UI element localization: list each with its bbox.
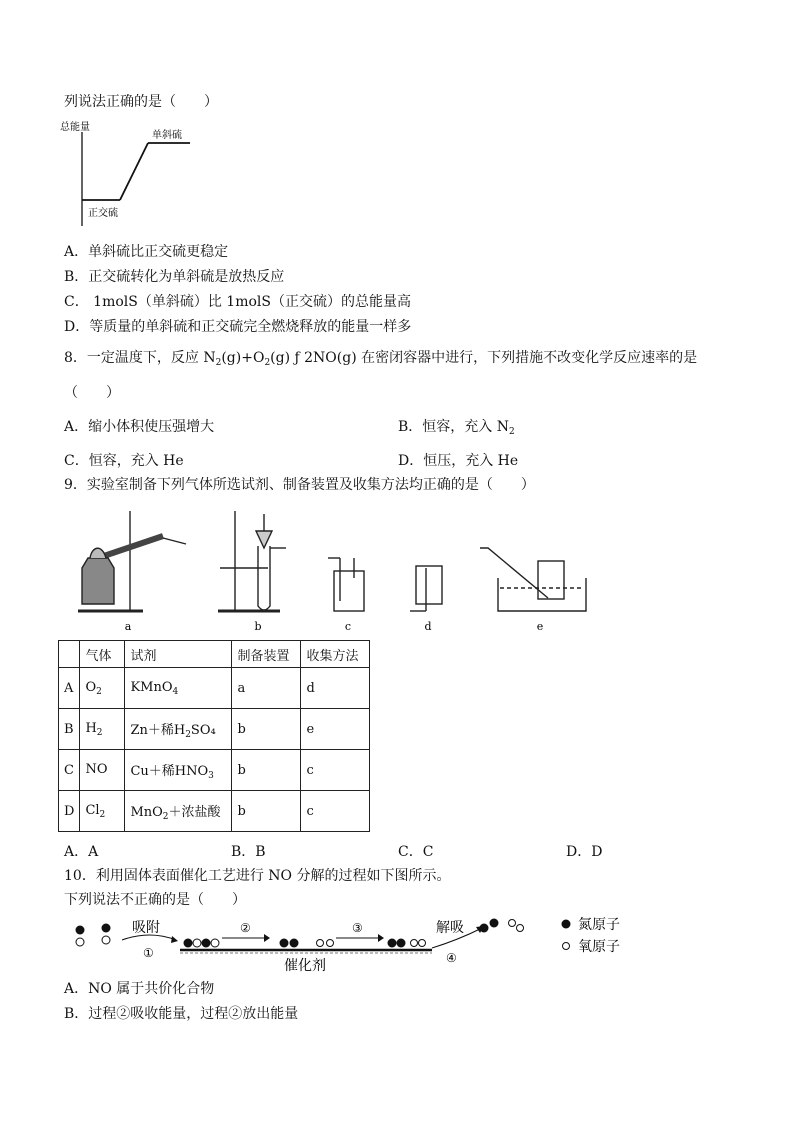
step-1: ①	[143, 946, 154, 960]
row-collect: e	[301, 709, 370, 750]
step-3: ③	[352, 921, 363, 935]
q7-option-b: B．正交硫转化为单斜硫是放热反应	[64, 269, 285, 285]
table-header-cell: 收集方法	[301, 641, 370, 668]
row-reagent: Cu＋稀$HNO_3$	[125, 750, 232, 791]
row-gas: $H_2$	[80, 709, 125, 750]
q7-option-a: A．单斜硫比正交硫更稳定	[64, 244, 229, 260]
orthorhombic-label: 正交硫	[88, 208, 118, 219]
row-key: D	[59, 791, 80, 832]
legend-nitrogen: 氮原子	[578, 917, 620, 933]
row-device: b	[232, 750, 301, 791]
row-gas: $O_2$	[80, 668, 125, 709]
q9-answer-a: A．A	[64, 844, 99, 860]
step-4: ④	[446, 951, 457, 965]
q8-stem: 8．一定温度下，反应 $N_2(g)+O_2(g)$ ƒ 2NO(g) 在密闭容器中进行，下列措施不改变化学反应速率的是	[64, 350, 698, 368]
row-device: a	[232, 668, 301, 709]
table-header-cell: 气体	[80, 641, 125, 668]
row-device: b	[232, 709, 301, 750]
apparatus-label-e: e	[536, 620, 544, 633]
energy-axis-label: 总能量	[60, 122, 90, 133]
row-device: b	[232, 791, 301, 832]
table-header	[59, 641, 370, 668]
q10-option-a: A．NO 属于共价化合物	[64, 981, 215, 997]
q7-option-c: C． 1molS（单斜硫）比 1molS（正交硫）的总能量高	[64, 294, 411, 310]
row-reagent: KMnO$_4$	[125, 668, 232, 709]
reagent-table	[58, 640, 370, 832]
table-row	[59, 709, 370, 750]
legend-oxygen: 氧原子	[578, 939, 620, 955]
row-key: C	[59, 750, 80, 791]
apparatus-a	[78, 511, 186, 611]
q8-option-a: A．缩小体积使压强增大	[64, 419, 215, 435]
catalysis-diagram	[70, 910, 640, 972]
table-header-cell: 制备装置	[232, 641, 301, 668]
q10-stem2: 下列说法不正确的是（ ）	[64, 892, 246, 908]
apparatus-label-a: a	[124, 620, 132, 633]
q8-option-d: D．恒压，充入 He	[398, 453, 519, 469]
row-key: A	[59, 668, 80, 709]
row-gas: $Cl_2$	[80, 791, 125, 832]
apparatus-label-c: c	[344, 620, 352, 633]
q9-answer-b: B．B	[231, 844, 266, 860]
q8-option-c: C．恒容，充入 He	[64, 453, 184, 469]
row-gas: NO	[80, 750, 125, 791]
row-collect: c	[301, 791, 370, 832]
q10-option-b: B．过程②吸收能量，过程②放出能量	[64, 1006, 299, 1022]
catalyst-label: 催化剂	[284, 958, 326, 972]
apparatus-d	[410, 566, 442, 611]
row-reagent: Zn＋稀$H_2SO_4$	[125, 709, 232, 750]
row-collect: c	[301, 750, 370, 791]
apparatus-c	[328, 558, 364, 611]
adsorb-label: 吸附	[132, 920, 160, 936]
q10-stem: 10．利用固体表面催化工艺进行 NO 分解的过程如下图所示。	[64, 868, 451, 884]
q8-option-b: B．恒容，充入 $N_2$	[398, 419, 515, 437]
row-key: B	[59, 709, 80, 750]
row-reagent: MnO$_2$＋浓盐酸	[125, 791, 232, 832]
apparatus-figure	[68, 506, 588, 634]
table-header-cell	[59, 641, 80, 668]
table-row	[59, 750, 370, 791]
q7-stem: 列说法正确的是（ ）	[64, 94, 218, 110]
apparatus-e	[480, 548, 586, 611]
q8-paren: （ ）	[64, 385, 120, 401]
table-row	[59, 668, 370, 709]
apparatus-label-d: d	[424, 620, 432, 633]
energy-diagram	[58, 118, 208, 230]
q9-answer-c: C．C	[398, 844, 434, 860]
apparatus-label-b: b	[254, 620, 262, 633]
desorb-label: 解吸	[436, 920, 464, 936]
q7-option-d: D．等质量的单斜硫和正交硫完全燃烧释放的能量一样多	[64, 319, 412, 335]
step-2: ②	[240, 921, 251, 935]
q9-stem: 9．实验室制备下列气体所选试剂、制备装置及收集方法均正确的是（ ）	[64, 477, 535, 493]
row-collect: d	[301, 668, 370, 709]
q9-answer-d: D．D	[566, 844, 603, 860]
monoclinic-label: 单斜硫	[152, 130, 182, 141]
table-header-cell: 试剂	[125, 641, 232, 668]
table-row	[59, 791, 370, 832]
apparatus-b	[218, 511, 286, 611]
